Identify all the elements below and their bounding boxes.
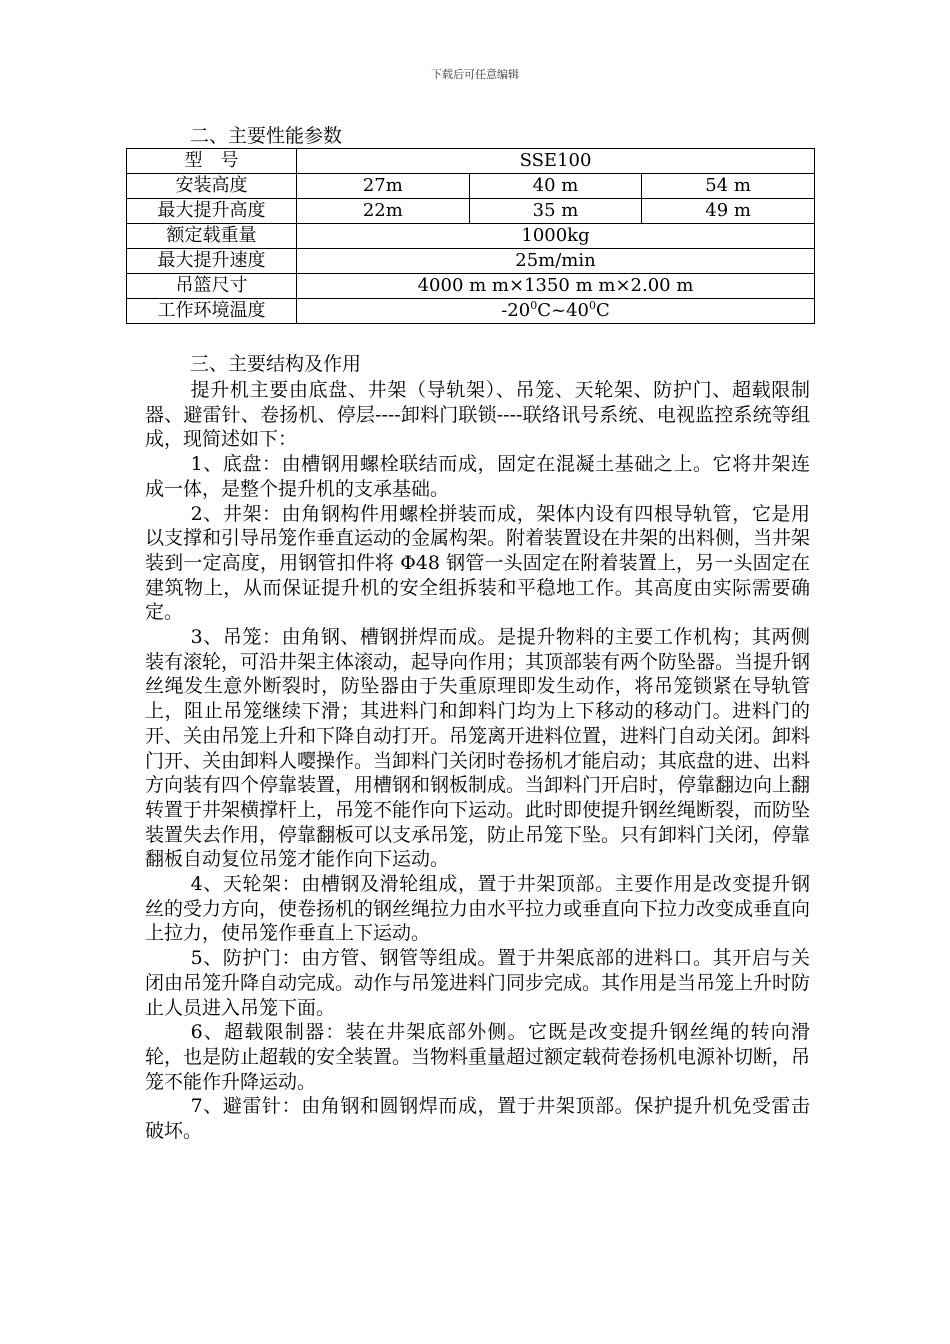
table-cell: 1000kg — [297, 224, 815, 249]
paragraph-guard-door: 5、防护门：由方管、钢管等组成。置于井架底部的进料口。其开启与关闭由吊笼升降自动完成。动作与吊笼进料门同步完成。其作用是当吊笼上升时防止人员进入吊笼下面。 — [145, 947, 811, 1019]
table-cell: 49 m — [642, 199, 815, 224]
table-row — [127, 274, 815, 299]
table-row — [127, 149, 815, 174]
row-label: 吊篮尺寸 — [127, 274, 297, 299]
table-row — [127, 224, 815, 249]
temp-separator: ~ — [551, 300, 567, 321]
section-title-performance: 二、主要性能参数 — [190, 125, 343, 147]
table-cell: 4000 m m×1350 m m×2.00 m — [297, 274, 815, 299]
table-row — [127, 199, 815, 224]
paragraph-overload-limiter: 6、超载限制器：装在井架底部外侧。它既是改变提升钢丝绳的转向滑轮，也是防止超载的安全装置。当物料重量超过额定载荷卷扬机电源补切断，吊笼不能作升降运动。 — [145, 1021, 811, 1093]
table-row — [127, 249, 815, 274]
temp-max-degree: 0 — [589, 299, 596, 312]
section-title-structure: 三、主要结构及作用 — [190, 353, 362, 375]
table-row — [127, 299, 815, 324]
table-cell: 54 m — [642, 174, 815, 199]
temp-max: 40 — [566, 300, 589, 321]
paragraph-cage: 3、吊笼：由角钢、槽钢拼焊而成。是提升物料的主要工作机构；其两侧装有滚轮，可沿井架主体滚动，起导向作用；其顶部装有两个防坠器。当提升钢丝绳发生意外断裂时，防坠器由于失重原理即发生动作，将吊笼锁紧在导轨管上，阻止吊笼继续下滑；其进料门和卸料门均为上下移动的移动门。进料门的开、关由吊笼上升和下降自动打开。吊笼离开进料位置，进料门自动关闭。卸料门开、关由卸料人嘤操作。当卸料门关闭时卷扬机才能启动；其底盘的进、出料方向装有四个停靠装置，用槽钢和钢板制成。当卸料门开启时，停靠翻边向上翻转置于井架横撑杆上，吊笼不能作向下运动。此时即使提升钢丝绳断裂，而防坠装置失去作用，停靠翻板可以支承吊笼，防止吊笼下坠。只有卸料门关闭，停靠翻板自动复位吊笼才能作向下运动。 — [145, 626, 811, 871]
temp-min-unit: C — [537, 300, 551, 321]
row-label: 额定载重量 — [127, 224, 297, 249]
page-header: 下载后可任意编辑 — [431, 68, 519, 81]
table-cell: 22m — [297, 199, 470, 224]
temperature-range — [297, 299, 815, 324]
table-cell: 35 m — [469, 199, 642, 224]
row-label: 最大提升速度 — [127, 249, 297, 274]
structure-description — [145, 378, 810, 1144]
temp-max-unit: C — [596, 300, 610, 321]
temp-min-degree: 0 — [530, 299, 538, 312]
row-label: 工作环境温度 — [127, 299, 297, 324]
paragraph-pulley-frame: 4、天轮架：由槽钢及滑轮组成，置于井架顶部。主要作用是改变提升钢丝的受力方向，使卷扬机的钢丝绳拉力由水平拉力或垂直向下拉力改变成垂直向上拉力，使吊笼作垂直上下运动。 — [145, 873, 811, 945]
paragraph-derrick: 2、井架：由角钢构件用螺栓拼装而成，架体内设有四根导轨管，它是用以支撑和引导吊笼作垂直运动的金属构架。附着装置设在井架的出料侧，当井架装到一定高度，用钢管扣件将 Φ48 钢管一头固定在附着装置上，另一头固定在建筑物上，从而保证提升机的安全组拆装和平稳地工作。其高度由实际需要确定。 — [145, 502, 811, 624]
temp-min: -20 — [501, 300, 531, 321]
row-label: 安装高度 — [127, 174, 297, 199]
paragraph-intro: 提升机主要由底盘、井架（导轨架）、吊笼、天轮架、防护门、超载限制器、避雷针、卷扬机、停层----卸料门联锁----联络讯号系统、电视监控系统等组成，现简述如下： — [145, 379, 810, 451]
paragraph-chassis: 1、底盘：由槽钢用螺栓联结而成，固定在混凝土基础之上。它将井架连成一体，是整个提升机的支承基础。 — [145, 453, 810, 500]
table-cell: 40 m — [469, 174, 642, 199]
performance-table — [126, 148, 815, 324]
table-cell: 27m — [297, 174, 470, 199]
model-value: SSE100 — [297, 149, 815, 174]
row-label: 型 号 — [127, 149, 297, 174]
table-row — [127, 174, 815, 199]
table-cell: 25m/min — [297, 249, 815, 274]
row-label: 最大提升高度 — [127, 199, 297, 224]
paragraph-lightning-rod: 7、避雷针：由角钢和圆钢焊而成，置于井架顶部。保护提升机免受雷击破坏。 — [145, 1095, 810, 1143]
